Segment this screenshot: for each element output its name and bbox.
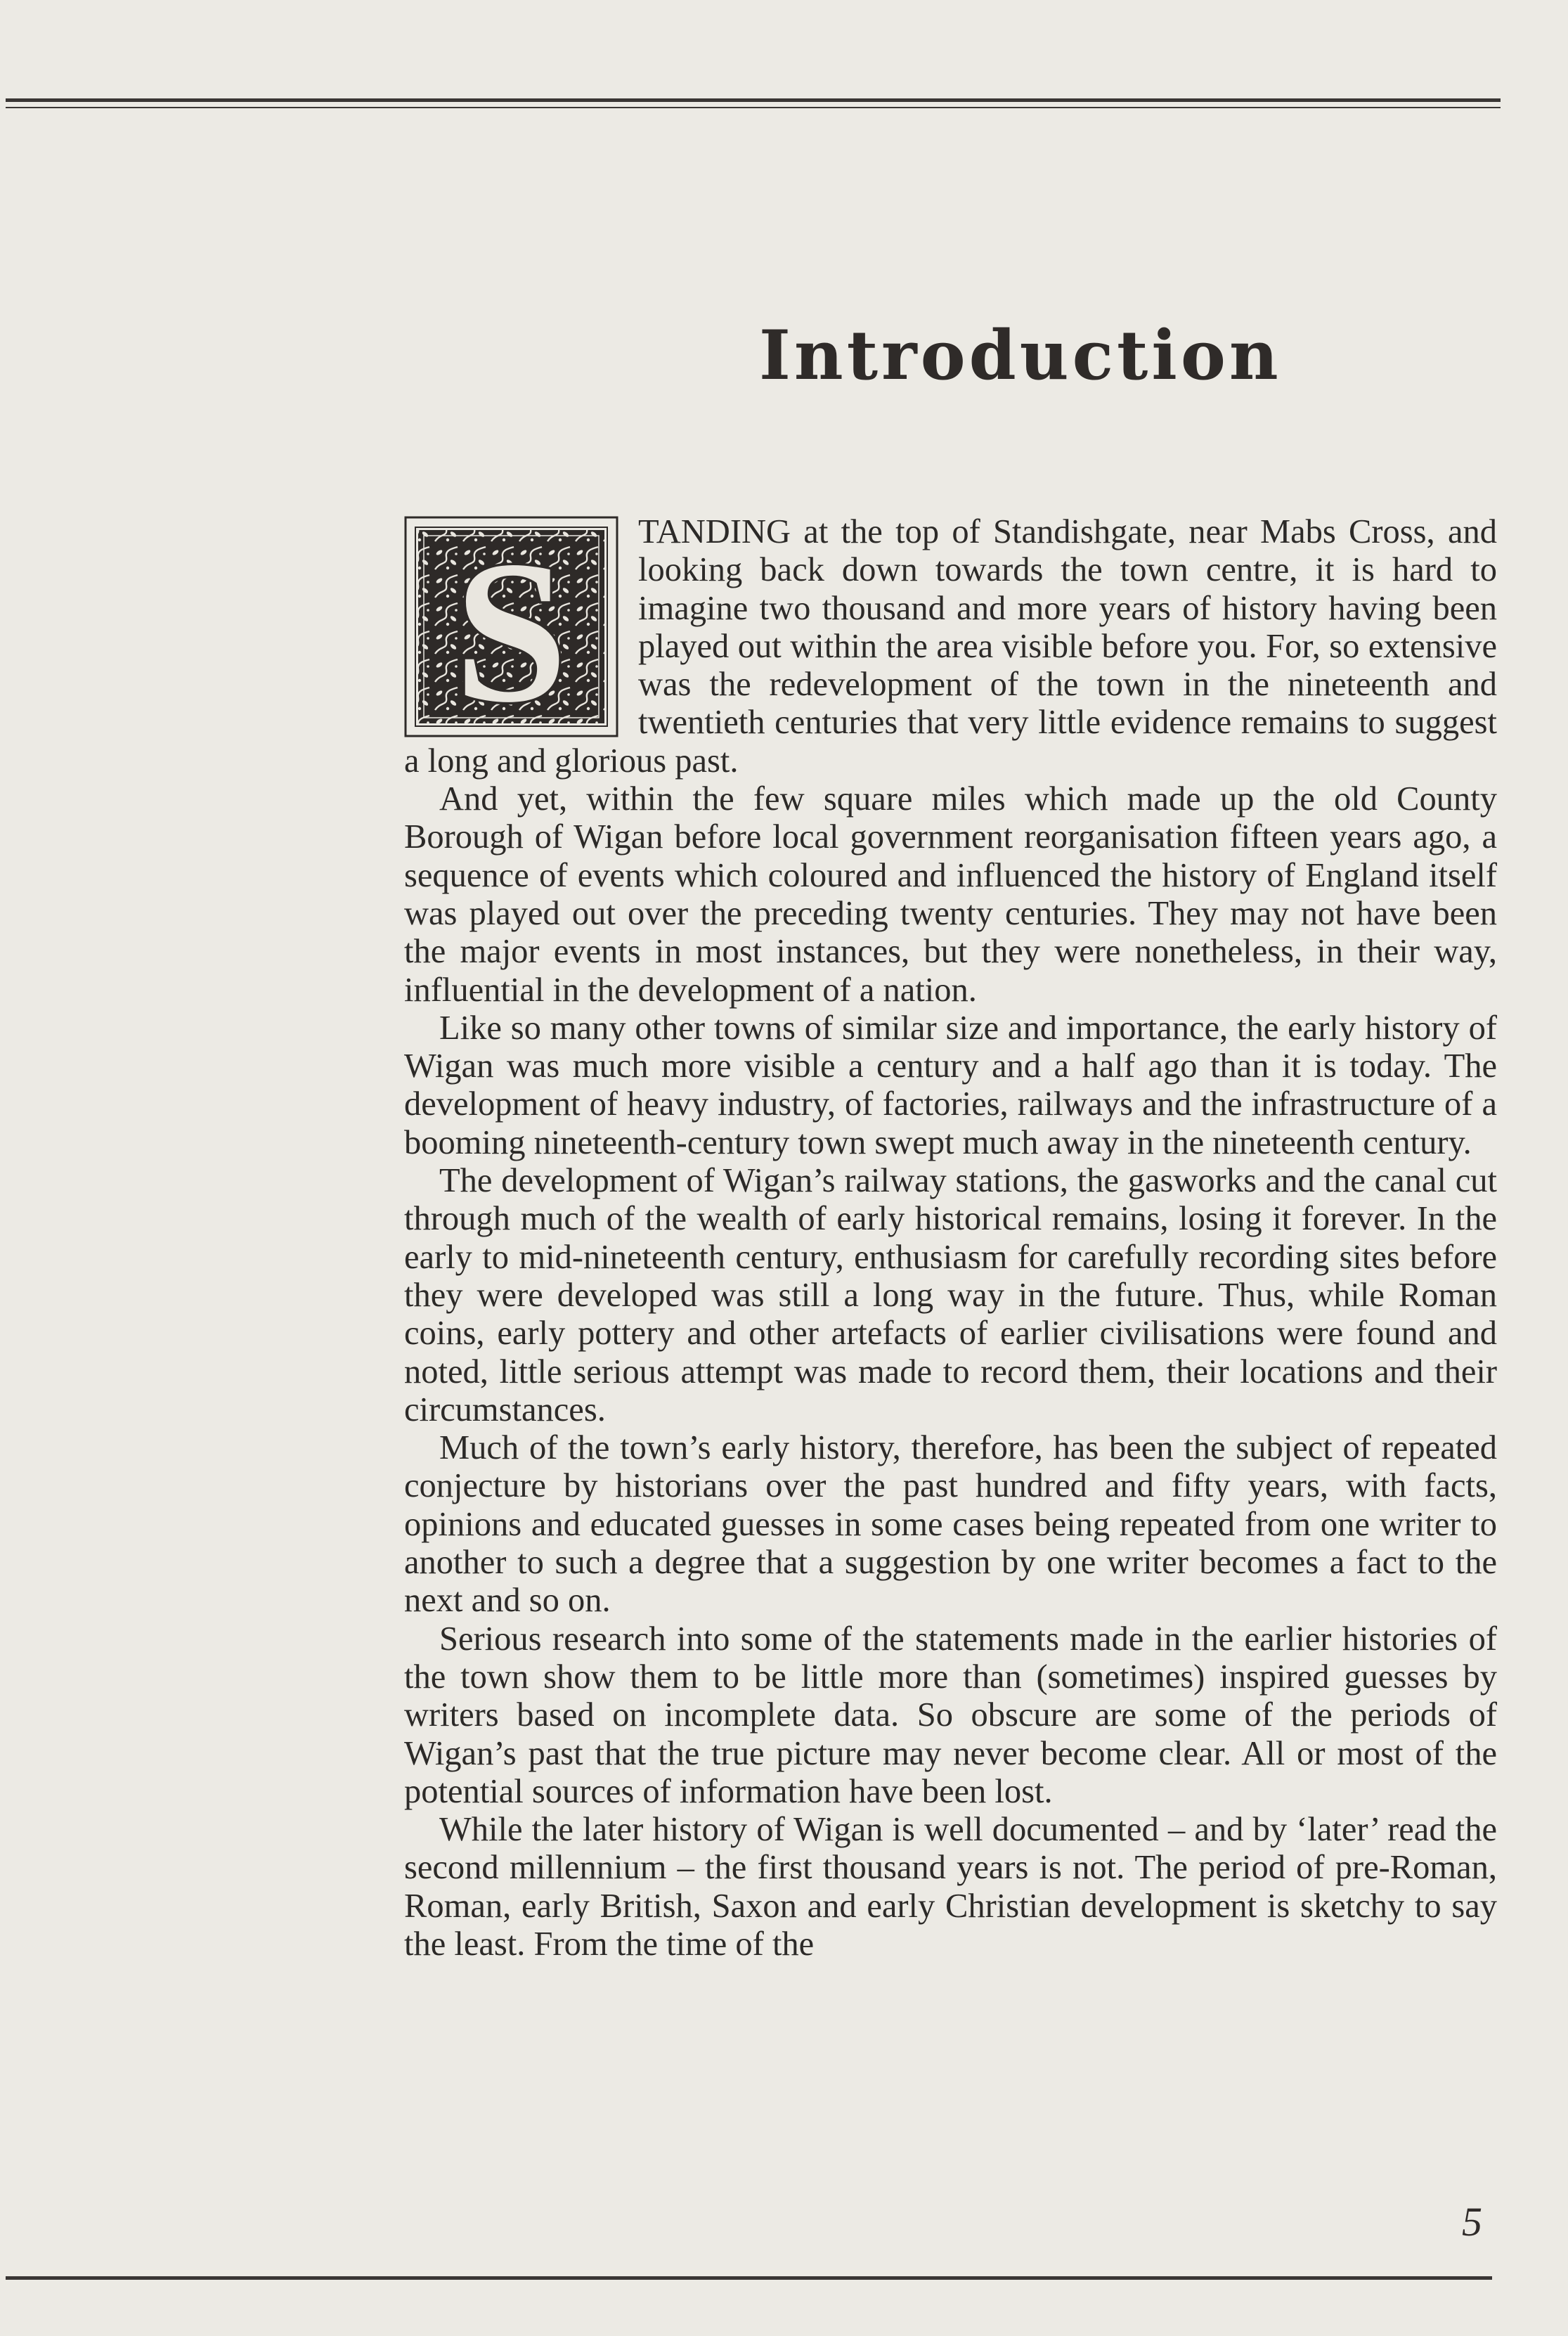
bottom-rule <box>6 2276 1492 2280</box>
top-rule-thin <box>6 107 1501 108</box>
paragraph-4: The development of Wigan’s railway stations, the gasworks and the canal cut through much of the wealth of early historical remains, losing it forever. In the early to mid-nineteenth century, enthusiasm for carefully recording sites before they were developed was still a long way in the future. Thus, while Roman coins, early pottery and other artefacts of earlier civilisations were found and noted, little serious attempt was made to record them, their locations and their circumstances. <box>404 1162 1497 1428</box>
paragraph-1-text: TANDING at the top of Standishgate, near Mabs Cross, and looking back down towards the town centre, it is hard to imagine two thousand and more years of history having been played out within the area visible before you. For, so extensive was the redevelopment of the town in the nineteenth and twentieth centuries that very little evidence remains to suggest a long and glorious past. <box>404 513 1497 780</box>
drop-cap <box>404 516 618 737</box>
top-rule-thick <box>6 98 1501 102</box>
drop-cap-letter: S <box>454 519 568 737</box>
page-number: 5 <box>1462 2199 1482 2245</box>
chapter-title: Introduction <box>759 316 1282 395</box>
paragraph-2: And yet, within the few square miles which made up the old County Borough of Wigan before local government reorganisation fifteen years ago, a sequence of events which coloured and influenced the history of England itself was played out over the preceding twenty centuries. They may not have been the major events in most instances, but they were nonetheless, in their way, influential in the development of a nation. <box>404 780 1497 1009</box>
paragraph-1 <box>404 513 1497 780</box>
paragraph-5: Much of the town’s early history, therefore, has been the subject of repeated conjecture by historians over the past hundred and fifty years, with facts, opinions and educated guesses in some cases being repeated from one writer to another to such a degree that a suggestion by one writer becomes a fact to the next and so on. <box>404 1429 1497 1620</box>
top-rule <box>6 98 1501 110</box>
paragraph-7: While the later history of Wigan is well documented – and by ‘later’ read the second millennium – the first thousand years is not. The period of pre-Roman, Roman, early British, Saxon and early Christian development is sketchy to say the least. From the time of the <box>404 1811 1497 1963</box>
paragraph-3: Like so many other towns of similar size and importance, the early history of Wigan was much more visible a century and a half ago than it is today. The development of heavy industry, of factories, railways and the infrastructure of a booming nineteenth-century town swept much away in the nineteenth century. <box>404 1009 1497 1161</box>
ornamental-drop-cap-icon <box>404 516 618 737</box>
paragraph-6: Serious research into some of the statements made in the earlier histories of the town show them to be little more than (sometimes) inspired guesses by writers based on incomplete data. So obscure are some of the periods of Wigan’s past that the true picture may never become clear. All or most of the potential sources of information have been lost. <box>404 1620 1497 1810</box>
body-text <box>404 513 1497 1963</box>
